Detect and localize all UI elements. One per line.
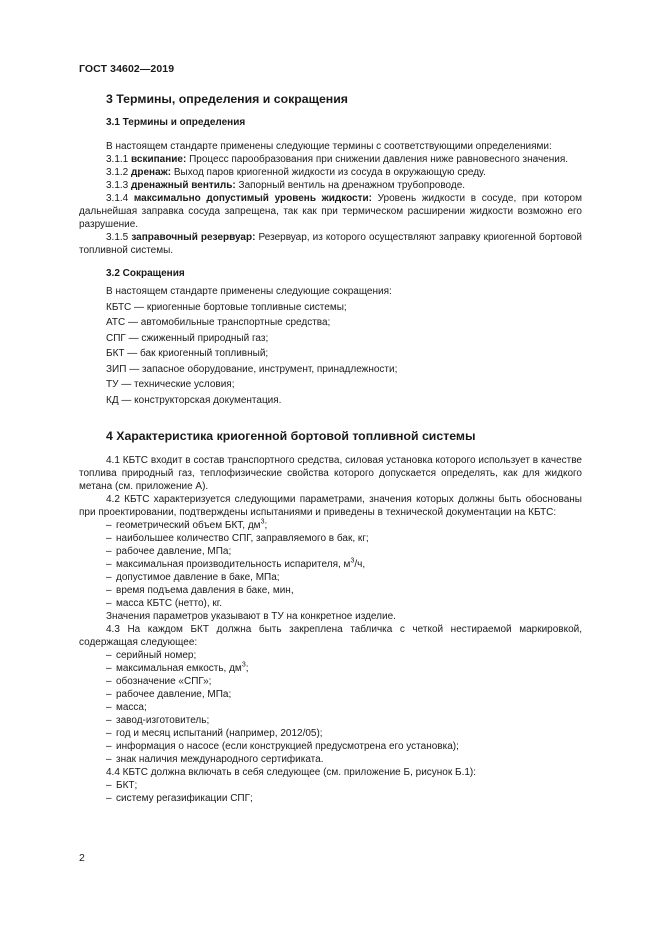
subsection-3-1-title: 3.1 Термины и определения (106, 117, 246, 128)
subsection-3-2-title: 3.2 Сокращения (106, 268, 185, 279)
list-item: – завод-изготовитель; (79, 714, 582, 727)
list-item: – рабочее давление, МПа; (79, 545, 582, 558)
term-3-1-5: 3.1.5 заправочный резервуар: Резервуар, из которого осуществляют заправку криогенной бортовой топливной системы. (79, 232, 582, 256)
list-item: – систему регазификации СПГ; (79, 792, 582, 805)
term-3-1-1: 3.1.1 вскипание: Процесс парообразования при снижении давления ниже равновесного значения. (106, 154, 569, 165)
paragraph-4-2: 4.2 КБТС характеризуется следующими параметрами, значения которых должны быть обоснованы при проектировании, подтверждены испытаниями и приведены в технической документации на КБТС: (79, 494, 582, 518)
list-item: – геометрический объем БКТ, $дм^3$; (79, 519, 582, 532)
list-item: – масса; (79, 701, 582, 714)
list-item: – БКТ; (79, 779, 582, 792)
list-item: – информация о насосе (если конструкцией предусмотрена его установка); (79, 740, 582, 753)
section-4-body (79, 454, 582, 805)
term-3-1-4: 3.1.4 максимально допустимый уровень жидкости: Уровень жидкости в сосуде, при котором дальнейшая заправка сосуда запрещена, так как при термическом расширении жидкости возможно его разрушение. (79, 193, 582, 230)
terms-block (79, 140, 582, 257)
section-4-title: 4 Характеристика криогенной бортовой топливной системы (106, 429, 476, 443)
abbreviation-item: ТУ — технические условия; (106, 379, 235, 390)
paragraph-4-3: 4.3 На каждом БКТ должна быть закреплена табличка с четкой нестираемой маркировкой, содержащая следующее: (79, 624, 582, 648)
list-item: – рабочее давление, МПа; (79, 688, 582, 701)
term-3-1-2: 3.1.2 дренаж: Выход паров криогенной жидкости из сосуда в окружающую среду. (106, 167, 486, 178)
abbreviation-item: КБТС — криогенные бортовые топливные системы; (106, 301, 347, 313)
document-code-header: ГОСТ 34602—2019 (79, 63, 175, 75)
abbreviation-item: ЗИП — запасное оборудование, инструмент, принадлежности; (106, 363, 398, 375)
list-item: – максимальная производительность испарителя, $м^3/ч$, (79, 558, 582, 571)
abbreviation-item: КД — конструкторская документация. (106, 394, 282, 406)
paragraph-4-2-note: Значения параметров указывают в ТУ на конкретное изделие. (106, 611, 396, 622)
list-item: – масса КБТС (нетто), кг. (79, 597, 582, 610)
list-item: – год и месяц испытаний (например, 2012/05); (79, 727, 582, 740)
abbreviation-item: БКТ — бак криогенный топливный; (106, 348, 269, 359)
paragraph-4-1: 4.1 КБТС входит в состав транспортного средства, силовая установка которого использует в качестве топлива природный газ, теплофизические свойства которого допускается определять, как для жидкого метана (см. приложение А). (79, 455, 582, 492)
abbreviation-item: АТС — автомобильные транспортные средства; (106, 317, 331, 328)
terms-intro: В настоящем стандарте применены следующие термины с соответствующими определениями: (106, 141, 552, 152)
abbreviations-intro: В настоящем стандарте применены следующие сокращения: (106, 286, 392, 297)
list-item: – время подъема давления в баке, мин, (79, 584, 582, 597)
section-3-title: 3 Термины, определения и сокращения (106, 92, 348, 106)
abbreviation-item: СПГ — сжиженный природный газ; (106, 332, 269, 344)
list-item: – серийный номер; (79, 649, 582, 662)
list-item: – знак наличия международного сертификата. (79, 753, 582, 766)
list-item: – обозначение «СПГ»; (79, 675, 582, 688)
list-item: – наибольшее количество СПГ, заправляемого в бак, кг; (79, 532, 582, 545)
paragraph-4-4: 4.4 КБТС должна включать в себя следующее (см. приложение Б, рисунок Б.1): (106, 767, 477, 778)
term-3-1-3: 3.1.3 дренажный вентиль: Запорный вентиль на дренажном трубопроводе. (106, 180, 466, 191)
list-item: – максимальная емкость, $дм^3$; (79, 662, 582, 675)
list-item: – допустимое давление в баке, МПа; (79, 571, 582, 584)
abbreviations-block (79, 284, 582, 408)
page-number: 2 (79, 852, 85, 864)
